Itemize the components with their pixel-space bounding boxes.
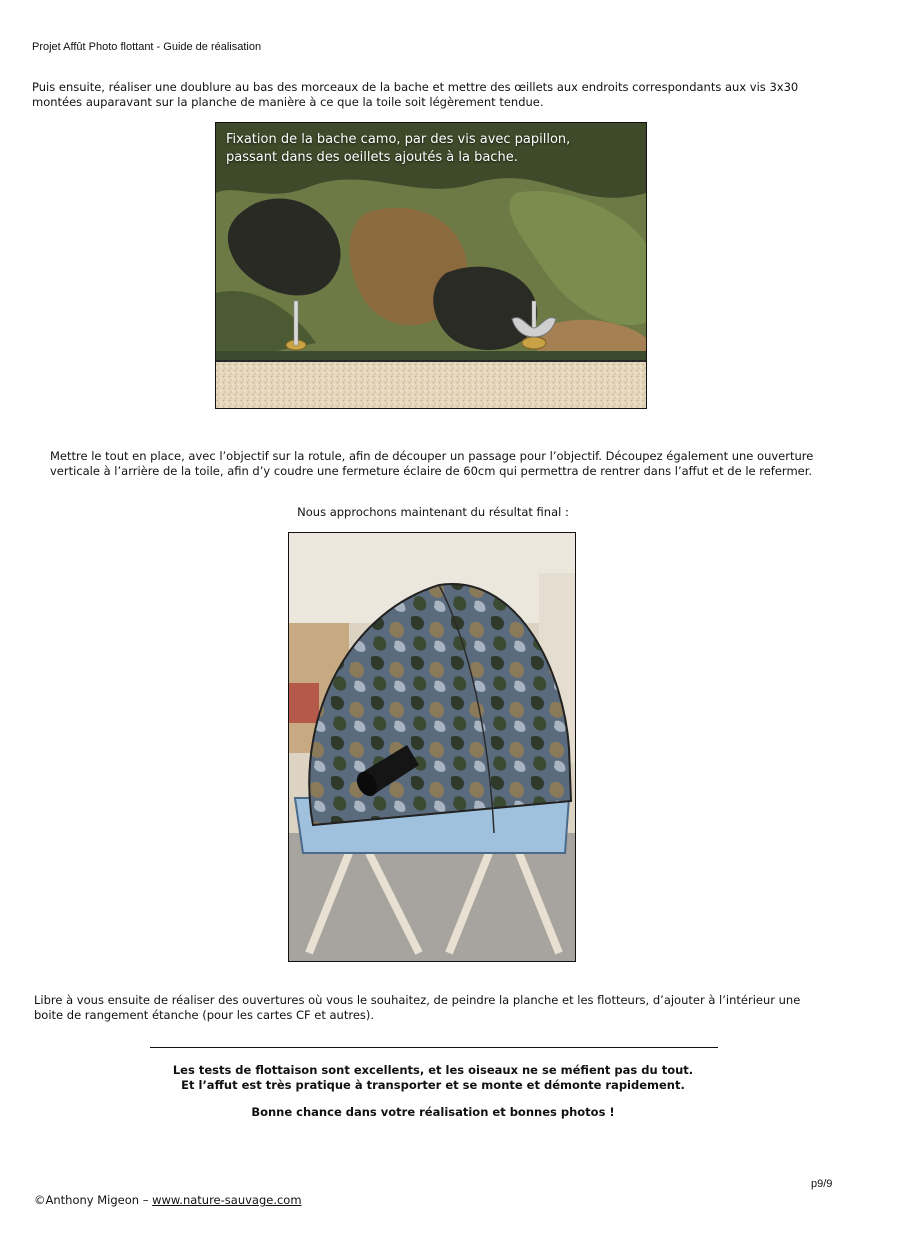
paragraph-line: boite de rangement étanche (pour les cartes CF et autres). bbox=[34, 1008, 375, 1022]
photo-caption bbox=[226, 131, 626, 167]
photo-tarp-fixation bbox=[215, 122, 647, 409]
caption-line: passant dans des oeillets ajoutés à la bache. bbox=[226, 150, 518, 165]
closing-line: Et l’affut est très pratique à transporter et se monte et démonte rapidement. bbox=[181, 1078, 685, 1092]
paragraph-line: verticale à l’arrière de la toile, afin d’y coudre une fermeture éclaire de 60cm qui permettra de rentrer dans l’affut et de le refermer. bbox=[50, 464, 813, 478]
page-header: Projet Affût Photo flottant - Guide de réalisation bbox=[32, 41, 262, 53]
paragraph-ouvertures bbox=[34, 993, 834, 1023]
caption-line: Fixation de la bache camo, par des vis avec papillon, bbox=[226, 132, 571, 147]
footer-credit bbox=[34, 1193, 302, 1207]
page-number: p9/9 bbox=[811, 1178, 833, 1190]
paragraph-line: Libre à vous ensuite de réaliser des ouvertures où vous le souhaitez, de peindre la planche et les flotteurs, d’ajouter à l’intérieur une bbox=[34, 993, 801, 1007]
paragraph-doublure bbox=[32, 80, 832, 110]
footer-author: ©Anthony Migeon – bbox=[34, 1193, 153, 1207]
paragraph-resultat: Nous approchons maintenant du résultat final : bbox=[297, 505, 569, 519]
paragraph-line: montées auparavant sur la planche de manière à ce que la toile soit légèrement tendue. bbox=[32, 95, 544, 109]
paragraph-line: Puis ensuite, réaliser une doublure au bas des morceaux de la bache et mettre des œillets aux endroits correspondants aux vis 3x30 bbox=[32, 80, 799, 94]
photo-final-hide bbox=[288, 532, 576, 962]
closing-line: Les tests de flottaison sont excellents, et les oiseaux ne se méfient pas du tout. bbox=[172, 1063, 694, 1077]
paragraph-mise-en-place bbox=[50, 449, 850, 479]
final-hide-image bbox=[289, 533, 575, 961]
website-link[interactable]: www.nature-sauvage.com bbox=[152, 1193, 302, 1207]
paragraph-line: Mettre le tout en place, avec l’objectif sur la rotule, afin de découper un passage pour l’objectif. Découpez également une ouverture bbox=[50, 449, 814, 463]
closing-wish: Bonne chance dans votre réalisation et bonnes photos ! bbox=[251, 1105, 615, 1119]
horizontal-rule bbox=[150, 1047, 718, 1048]
